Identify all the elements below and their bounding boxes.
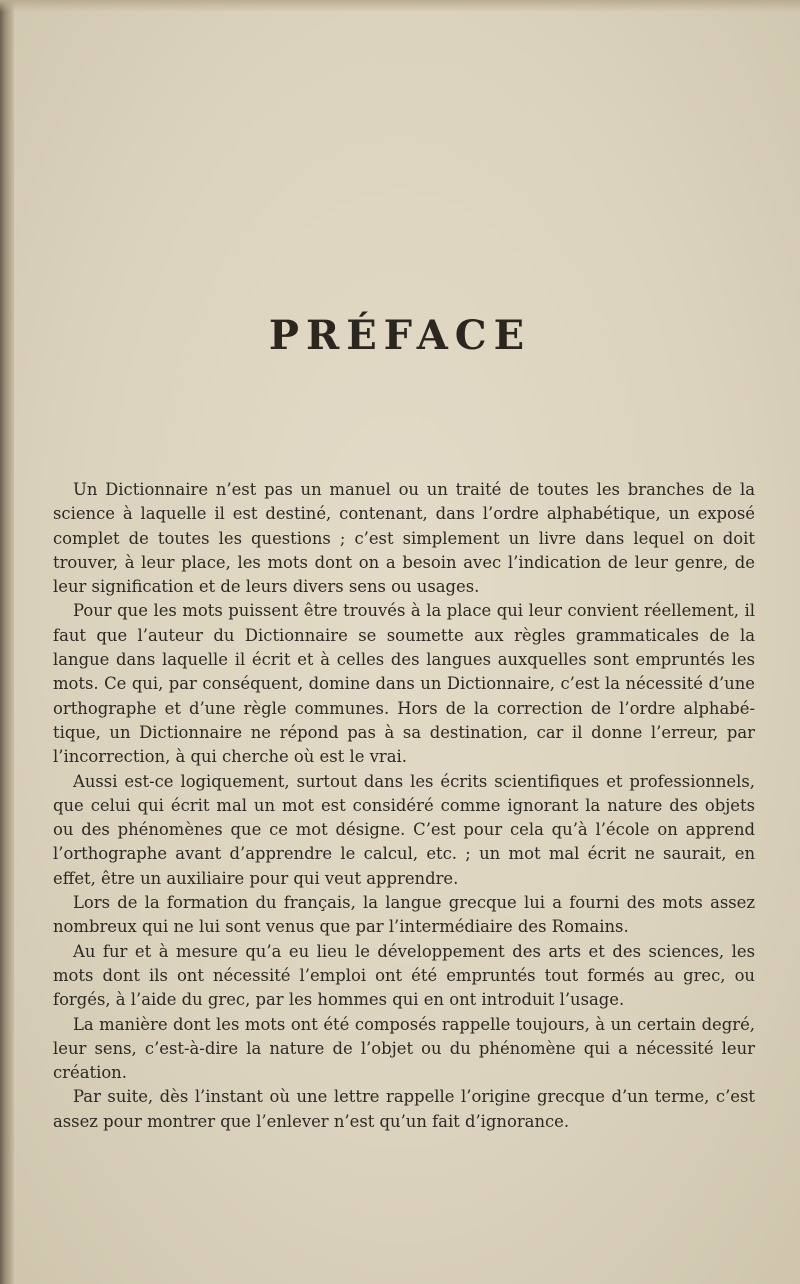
paragraph-4: Lors de la formation du français, la langue grecque lui a fourni des mots assez nombreux qui ne lui sont venus que par l’intermédiaire des Romains. (53, 893, 755, 937)
paragraph-5: Au fur et à mesure qu’a eu lieu le développement des arts et des sciences, les mots dont ils ont nécessité l’emploi ont été empruntés tout formés au grec, ou forgés, à l’aide du grec, par les hommes qui en ont introduit l’usage. (53, 941, 755, 1010)
paragraph-6: La manière dont les mots ont été composés rappelle toujours, à un certain degré, leur sens, c’est-à-dire la nature de l’objet ou du phénomène qui a nécessité leur création. (53, 1014, 755, 1083)
paragraph-2: Pour que les mots puissent être trouvés à la place qui leur convient réellement, il faut que l’auteur du Dictionnaire se soumette aux règles grammaticales de la langue dans laquelle il écrit et à celles des langues auxquelles sont empruntés les mots. Ce qui, par conséquent, domine dans un Dictionnaire, c’est la nécessité d’une orthographe et d’une règle communes. Hors de la correction de l’ordre alphabétique, un Dictionnaire ne répond pas à sa destination, car il donne l’erreur, par l’incorrection, à qui cherche où est le vrai. (53, 601, 755, 767)
page-title: PRÉFACE (268, 312, 532, 359)
preface-body (53, 478, 755, 1134)
paragraph-3: Aussi est-ce logiquement, surtout dans les écrits scientifiques et professionnels, que celui qui écrit mal un mot est considéré comme ignorant la nature des objets ou des phénomènes que ce mot désigne. C’est pour cela qu’à l’école on apprend l’orthographe avant d’apprendre le calcul, etc. ; un mot mal écrit ne saurait, en effet, être un auxiliaire pour qui veut apprendre. (53, 771, 755, 888)
page-top-shadow (0, 0, 800, 12)
page-binding-edge (0, 0, 14, 1284)
paragraph-7: Par suite, dès l’instant où une lettre rappelle l’origine grecque d’un terme, c’est assez pour montrer que l’enlever n’est qu’un fait d’ignorance. (53, 1087, 755, 1131)
paragraph-1: Un Dictionnaire n’est pas un manuel ou un traité de toutes les branches de la science à laquelle il est destiné, contenant, dans l’ordre alphabétique, un exposé complet de toutes les questions ; c’est simplement un livre dans lequel on doit trouver, à leur place, les mots dont on a besoin avec l’indication de leur genre, de leur signification et de leurs divers sens ou usages. (53, 480, 755, 597)
